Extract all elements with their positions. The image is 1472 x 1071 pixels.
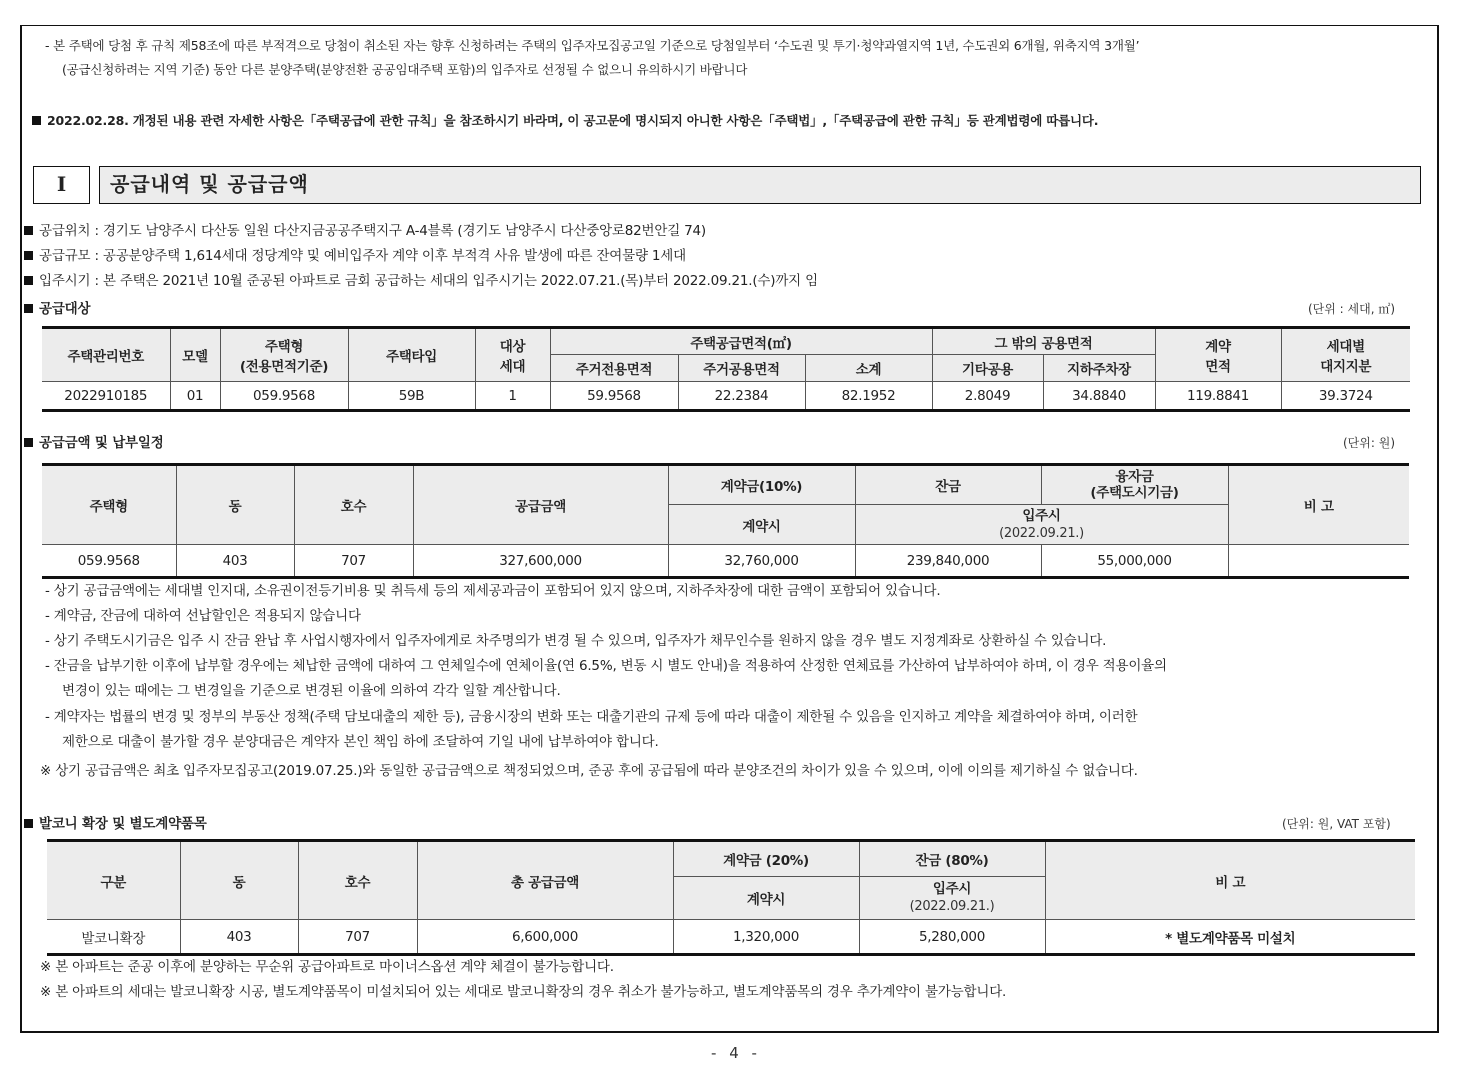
th-price-balance: 잔금 [855,465,1041,505]
cell: 59B [348,382,475,411]
price-unit: (단위: 원) [1343,436,1395,450]
page-number: - 4 - [711,1044,761,1062]
th-contract-area [1155,328,1281,382]
cell: * 별도계약품목 미설치 [1045,920,1415,955]
notice-text: 2022.02.28. 개정된 내용 관련 자세한 사항은「주택공급에 관한 규칙」을 참조하시기 바라며, 이 공고문에 명시되지 아니한 사항은「주택법」,「주택공급에 관한 규칙」등 관계법령에 따릅니다. [47,113,1099,128]
th-other-common: 기타공용 [932,355,1043,382]
info-scale-text: 공급규모 : 공공분양주택 1,614세대 정당계약 및 예비입주자 계약 이후 부적격 사유 발생에 따른 잔여물량 1세대 [39,248,686,264]
cell: 1 [475,382,550,411]
th-price-deposit-when: 계약시 [668,505,855,545]
th-balcony-deposit-when: 계약시 [673,877,859,920]
cell: 2022910185 [42,382,170,411]
th-balcony-deposit: 계약금 (20%) [673,841,859,877]
section-number: I [33,166,90,204]
supply-table [42,326,1410,412]
th-price-amount: 공급금액 [413,465,668,545]
bullet-square-icon [32,116,41,125]
cell: 707 [298,920,417,955]
bullet-square-icon [24,276,33,285]
cell: 34.8840 [1043,382,1155,411]
th-balcony-total: 총 공급금액 [417,841,673,920]
th-contract-area-sub: 면적 [1205,359,1231,375]
cell: 82.1952 [805,382,932,411]
price-heading [24,431,164,451]
th-movein-date: (2022.09.21.) [999,525,1084,541]
info-scale [24,244,686,264]
intro-line-1: - 본 주택에 당첨 후 규칙 제58조에 따른 부적격으로 당첨이 취소된 자는 향후 신청하려는 주택의 입주자모집공고일 기준으로 당첨일부터 ‘수도권 및 투기·청약과열지역 1년, 수도권외 6개월, 위축지역 3개월’ [45,38,1140,53]
cell: 39.3724 [1281,382,1410,411]
th-other-group: 그 밖의 공용면적 [932,328,1155,355]
info-movein [24,269,818,289]
th-loan-label: 융자금 [1115,469,1154,485]
note-line: 제한으로 대출이 불가할 경우 분양대금은 계약자 본인 책임 하에 조달하여 기일 내에 납부하여야 합니다. [62,734,659,750]
table-row [47,920,1415,955]
supply-unit: (단위 : 세대, ㎡) [1308,302,1396,316]
note-line: - 상기 공급금액에는 세대별 인지대, 소유권이전등기비용 및 취득세 등의 제세공과금이 포함되어 있지 않으며, 지하주차장에 대한 금액이 포함되어 있습니다. [45,583,941,599]
cell: 059.9568 [42,545,176,578]
cell: 239,840,000 [855,545,1041,578]
th-loan-sub: (주택도시기금) [1090,485,1179,501]
cell: 59.9568 [550,382,678,411]
price-table [42,463,1409,579]
cell: 6,600,000 [417,920,673,955]
info-movein-text: 입주시기 : 본 주택은 2021년 10월 준공된 아파트로 금회 공급하는 세대의 입주시기는 2022.07.21.(목)부터 2022.09.21.(수)까지 임 [39,273,818,289]
cell: 2.8049 [932,382,1043,411]
th-area-group: 주택공급면적(㎡) [550,328,932,355]
cell: 403 [176,545,294,578]
cell: 22.2384 [678,382,805,411]
th-type-sub: (전용면적기준) [239,359,329,375]
th-common-area: 주거공용면적 [678,355,805,382]
th-target-label: 대상 [499,339,526,355]
cell: 707 [294,545,413,578]
cell: 5,280,000 [859,920,1045,955]
th-mgmt-no: 주택관리번호 [42,328,170,382]
cell: 119.8841 [1155,382,1281,411]
bullet-square-icon [24,226,33,235]
cell: 발코니확장 [47,920,180,955]
th-price-deposit: 계약금(10%) [668,465,855,505]
note-line: - 잔금을 납부기한 이후에 납부할 경우에는 체납한 금액에 대하여 그 연체일수에 연체이율(연 6.5%, 변동 시 별도 안내)을 적용하여 산정한 연체료를 가산하여 납부하여야 하며, 이 경우 적용이율의 [45,658,1167,674]
cell: 059.9568 [220,382,348,411]
info-location [24,219,706,239]
cell: 1,320,000 [673,920,859,955]
th-price-dong: 동 [176,465,294,545]
footnote-line: ※ 본 아파트는 준공 이후에 분양하는 무순위 공급아파트로 마이너스옵션 계약 체결이 불가능합니다. [40,959,614,975]
table-row [42,382,1410,411]
balcony-table [47,839,1415,956]
th-type-label: 주택형 [264,339,304,355]
th-balcony-balance: 잔금 (80%) [859,841,1045,877]
intro-line-2: (공급신청하려는 지역 기준) 동안 다른 분양주택(분양전환 공공임대주택 포함)의 입주자로 선정될 수 없으니 유의하시기 바랍니다 [62,62,748,77]
bullet-square-icon [24,304,33,313]
th-price-ho: 호수 [294,465,413,545]
supply-heading-text: 공급대상 [39,301,91,317]
th-movein-label: 입주시 [1022,507,1061,524]
notice-line [32,111,1098,129]
balcony-heading-text: 발코니 확장 및 별도계약품목 [39,816,207,832]
cell: 32,760,000 [668,545,855,578]
th-balcony-movein-label: 입주시 [932,881,972,897]
cell: 01 [170,382,220,411]
note-line: 변경이 있는 때에는 그 변경일을 기준으로 변경된 이율에 의하여 각각 일할 계산합니다. [62,683,561,699]
bullet-square-icon [24,819,33,828]
th-balcony-dong: 동 [180,841,298,920]
th-balcony-remark: 비 고 [1045,841,1415,920]
balcony-heading [24,812,207,832]
th-target [475,328,550,382]
th-price-remark: 비 고 [1228,465,1409,545]
th-land-sub: 대지지분 [1320,359,1372,375]
th-land [1281,328,1410,382]
th-balcony-category: 구분 [47,841,180,920]
cell: 403 [180,920,298,955]
footnote-line: ※ 본 아파트의 세대는 발코니확장 시공, 별도계약품목이 미설치되어 있는 세대로 발코니확장의 경우 취소가 불가능하고, 별도계약품목의 경우 추가계약이 불가능합니다. [40,984,1007,1000]
th-balcony-movein-date: (2022.09.21.) [909,899,995,914]
th-balcony-ho: 호수 [298,841,417,920]
cell: 55,000,000 [1041,545,1228,578]
th-price-movein [855,505,1228,545]
price-heading-text: 공급금액 및 납부일정 [39,435,164,451]
table-row [42,545,1409,578]
th-price-loan [1041,465,1228,505]
bullet-square-icon [24,438,33,447]
note-line: - 계약자는 법률의 변경 및 정부의 부동산 정책(주택 담보대출의 제한 등), 금융시장의 변화 또는 대출기관의 규제 등에 따라 대출이 제한될 수 있음을 인지하고 계약을 체결하여야 하며, 이러한 [45,709,1138,725]
th-parking: 지하주차장 [1043,355,1155,382]
info-location-text: 공급위치 : 경기도 남양주시 다산동 일원 다산지금공공주택지구 A-4블록 (경기도 남양주시 다산중앙로82번안길 74) [39,223,707,239]
th-subtotal: 소계 [805,355,932,382]
note-line: - 계약금, 잔금에 대하여 선납할인은 적용되지 않습니다 [45,608,361,624]
note-line: - 상기 주택도시기금은 입주 시 잔금 완납 후 사업시행자에서 입주자에게로 차주명의가 변경 될 수 있으며, 입주자가 채무인수를 원하지 않을 경우 별도 지정계좌로 상환하실 수 있습니다. [45,633,1107,649]
th-land-label: 세대별 [1326,339,1365,355]
section-title: 공급내역 및 공급금액 [99,166,1421,204]
cell [1228,545,1409,578]
th-private-area: 주거전용면적 [550,355,678,382]
balcony-unit: (단위: 원, VAT 포함) [1282,817,1391,831]
th-contract-area-label: 계약 [1205,339,1231,355]
note-line: ※ 상기 공급금액은 최초 입주자모집공고(2019.07.25.)와 동일한 공급금액으로 책정되었으며, 준공 후에 공급됨에 따라 분양조건의 차이가 있을 수 있으며, 이에 이의를 제기하실 수 없습니다. [40,763,1138,779]
th-price-type: 주택형 [42,465,176,545]
th-target-sub: 세대 [499,359,526,375]
th-house-type: 주택타입 [348,328,475,382]
cell: 327,600,000 [413,545,668,578]
supply-heading [24,297,90,317]
th-model: 모델 [170,328,220,382]
th-type [220,328,348,382]
bullet-square-icon [24,251,33,260]
th-balcony-movein [859,877,1045,920]
